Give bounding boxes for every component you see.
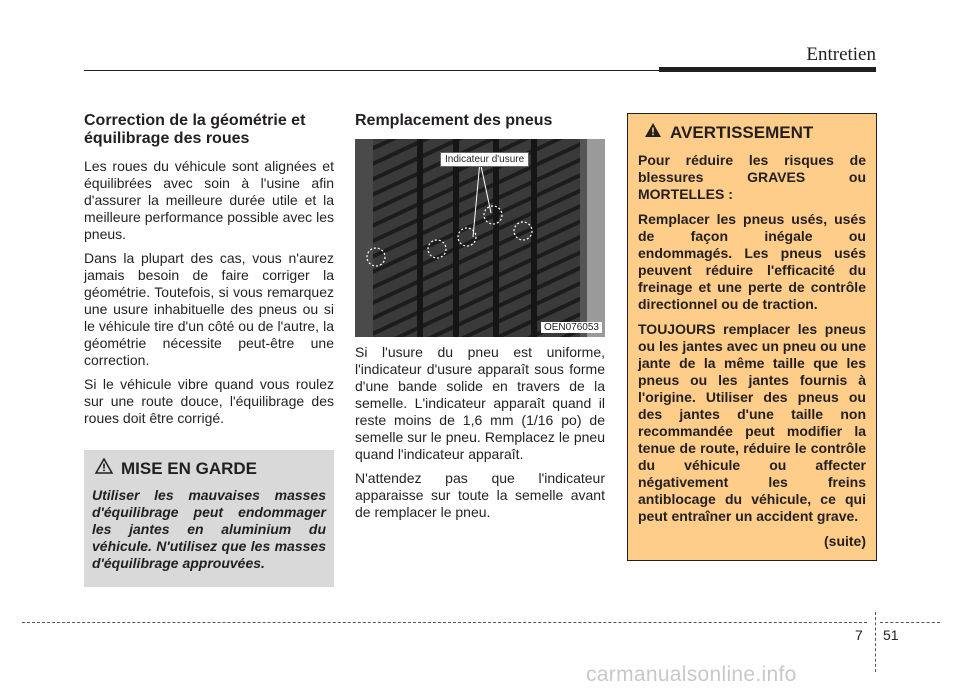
warning-paragraph: Remplacer les pneus usés, usés de façon inégale ou endommagés. Les pneus usés peuvent réduire l'efficacité du freinage et une perte de contrôle directionnel ou de traction. — [638, 211, 866, 312]
warning-title-row — [638, 122, 866, 143]
warning-paragraph: Pour réduire les risques de blessures GRAVES ou MORTELLES : — [638, 152, 866, 202]
warning-paragraph: TOUJOURS remplacer les pneus ou les jantes avec un pneu ou une jante de la même taille que les pneus ou les jantes fournis à l'origine. Utiliser des pneus ou des jantes d'une taille non recommandée peut modifier la tenue de route, réduire le contrôle du véhicule ou affecter négativement les freins antiblocage du véhicule, ce qui peut entraîner un accident grave. — [638, 321, 866, 524]
watermark: carmanualsonline.info — [586, 663, 797, 686]
tire-paragraph: Si l'usure du pneu est uniforme, l'indicateur d'usure apparaît sous forme d'une bande solide en travers de la semelle. L'indicateur apparaît quand il reste moins de 1,6 mm (1/16 po) de semelle sur le pneu. Remplacez le pneu quand l'indicateur apparaît. — [355, 344, 605, 462]
page-number: 51 — [883, 627, 899, 643]
warning-title: AVERTISSEMENT — [670, 122, 814, 142]
footer-separator — [875, 612, 876, 672]
caution-box — [84, 450, 334, 587]
warning-continued: (suite) — [824, 533, 866, 549]
warning-triangle-icon — [644, 122, 662, 143]
caution-text: Utiliser les mauvaises masses d'équilibrage peut endommager les jantes en aluminium du véhicule. N'utilisez que les masses d'équilibrage approuvées. — [92, 487, 326, 571]
alignment-paragraph: Dans la plupart des cas, vous n'aurez jamais besoin de faire corriger la géométrie. Toutefois, si vous remarquez une usure inhabituelle des pneus ou si le véhicule tire d'un côté ou de l'autre, la géométrie nécessite peut-être une correction. — [84, 250, 334, 368]
header-rule-accent — [659, 67, 876, 72]
alignment-paragraph: Les roues du véhicule sont alignées et équilibrées avec soin à l'usine afin d'assurer la meilleure durée utile et la meilleure performance possible avec les pneus. — [84, 158, 334, 242]
footer-rule — [22, 622, 867, 623]
left-column — [84, 112, 334, 434]
tire-paragraph: N'attendez pas que l'indicateur apparaisse sur toute la semelle avant de remplacer le pneu. — [355, 470, 605, 520]
wear-indicator-label: Indicateur d'usure — [440, 152, 529, 167]
chapter-number: 7 — [855, 627, 863, 643]
footer-rule — [880, 622, 940, 623]
alignment-heading: Correction de la géométrie et équilibrage des roues — [84, 112, 306, 147]
header-rule — [84, 70, 659, 71]
tire-replacement-heading: Remplacement des pneus — [355, 112, 553, 129]
caution-title-row — [92, 458, 326, 479]
middle-column — [355, 112, 605, 140]
caution-title: MISE EN GARDE — [121, 458, 258, 478]
tire-replacement-text — [355, 344, 605, 528]
tire-wear-figure — [355, 139, 605, 337]
warning-box — [627, 113, 877, 561]
figure-code: OEN076053 — [541, 322, 602, 333]
section-title: Entretien — [806, 44, 876, 65]
tire-tread-illustration — [355, 139, 605, 337]
warning-triangle-icon — [95, 458, 113, 479]
alignment-paragraph: Si le véhicule vibre quand vous roulez sur une route douce, l'équilibrage des roues doit être corrigé. — [84, 376, 334, 426]
